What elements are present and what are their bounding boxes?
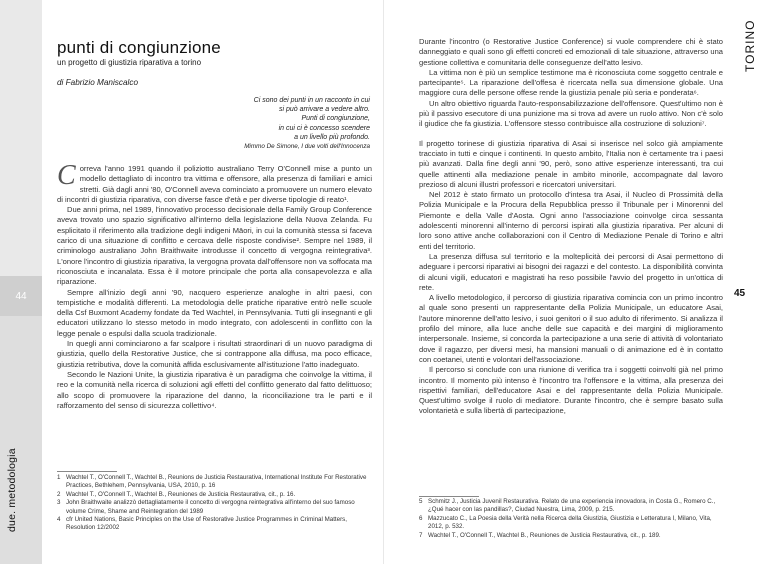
epigraph-line: si può arrivare a vedere altro. (278, 106, 370, 114)
footnote (57, 491, 372, 499)
footnote (57, 474, 372, 491)
footnote (419, 498, 723, 515)
footnote-text: Wachtel T., O'Connell T., Wachtel B., Reuniones de Justicia Restaurativa, cit., p. 189. (428, 531, 661, 539)
body-paragraph: Sempre all'inizio degli anni '90, nacquero esperienze analoghe in altri paesi, con tempistiche e modalità differenti. La metodologia delle pratiche riparative entrò nelle scuole della Csf Buxmont Academy fondate da Ted Wachtel, in Pennsylvania. Tutti gli insegnanti e gli educatori utilizzano lo stesso metodo in modo integrato, con adolescenti in conflitto con la legge penale o espulsi dalla scuola tradizionale. (57, 287, 372, 338)
side-tab-top (0, 0, 42, 296)
footnote-text: Schmitz J., Justicia Juvenil Restaurativa. Relato de una experiencia innovadora, in Costa G., Romero C., ¿Qué hacer con las pandillas?, Ciudad Nuestra, Lima, 2009, p. 215. (428, 498, 716, 514)
body-column-left (57, 160, 372, 411)
page-number-left: 44 (0, 276, 42, 316)
footnote-text: John Braithwaite analizzò dettagliatamente il concetto di vergogna reintegrativa all'interno del suo famoso volume Crime, Shame and Reintegration del 1989 (66, 499, 355, 515)
footnote (57, 516, 372, 533)
article-title: punti di congiunzione (57, 38, 221, 57)
footnote-text: Wachtel T., O'Connell T., Wachtel B., Reunions de Justicia Restaurativa, International Institute For Restorative Practices, Bethlehem, Pennsylvania, USA, 2010, p. 16 (66, 474, 367, 490)
body-paragraph (57, 160, 372, 205)
footnote-divider (419, 496, 479, 497)
article-subtitle: un progetto di giustizia riparativa a torino (57, 58, 202, 67)
side-label-torino: TORINO (743, 19, 757, 72)
epigraph-line: a un livello più profondo. (294, 133, 370, 141)
section-label: due. metodologia (6, 448, 18, 532)
footnote-number: 7 (419, 531, 423, 539)
page-number-right: 45 (734, 288, 746, 299)
footnote (419, 532, 723, 540)
body-column-right (419, 37, 723, 417)
footnote-number: 3 (57, 499, 61, 507)
body-paragraph: Nel 2012 è stato firmato un protocollo d'intesa tra Asai, il Nucleo di Prossimità della Polizia Municipale e la Procura della Repubblica presso il Tribunale per i Minorenni del Piemonte e della Valle d'Aosta. Ogni anno l'associazione coinvolge circa sessanta adolescenti minorenni all'interno di percorsi ispirati alla giustizia riparativa. Per alcuni di loro sono attive anche collaborazioni con il Centro di Mediazione Penale di Torino e altri enti del territorio. (419, 190, 723, 251)
footnotes-right (419, 498, 723, 540)
body-paragraph: Durante l'incontro (o Restorative Justice Conference) si vuole comprendere chi è stato danneggiato e quali sono gli effetti concreti ed emozionali di tale situazione, attraverso una gestione collettiva e comunitaria delle conseguenze dell'atto lesivo. (419, 37, 723, 67)
footnote (419, 515, 723, 532)
body-paragraph: A livello metodologico, il percorso di giustizia riparativa comincia con un primo incontro al quale sono presenti un rappresentante della Polizia Municipale, un educatore Asai, l'autore minorenne dell'atto lesivo, i suoi genitori o il suo adulto di riferimento. Si analizza il profilo del minore, alla luce anche delle sue capacità e dei margini di miglioramento interpersonale. Insieme, si concorda la partecipazione a una serie di attività di volontariato dove il ragazzo, per diversi mesi, ha mansioni manuali o di animazione ed è in contatto con coetanei, utenti e volontari dell'associazione. (419, 293, 723, 364)
body-paragraph: Due anni prima, nel 1989, l'innovativo processo decisionale della Family Group Conference aveva trovato uno spazio significativo all'interno della legislazione della Nuova Zelanda. Fu esplicitato il riferimento alla tradizione degli indigeni Māori, in cui la comunità stessa si faceva carico di una situazione di conflitto e cercava delle risposte condivise². Sempre nel 1989, il criminologo australiano John Braithwaite introdusse il concetto di vergogna reintegrativa³. L'onore l'incontro di giustizia riparativa, la vergogna provata dall'offensore non va soffocata ma riconosciuta e incanalata. Essa è il motore principale che porta alla consapevolezza e alla riparazione. (57, 205, 372, 287)
footnote-text: Mazzucato C., La Poesia della Verità nella Ricerca della Giustizia, Giustizia e Letteratura I, Milano, Vita, 2012, p. 532. (428, 514, 712, 531)
footnote-number: 2 (57, 490, 61, 498)
footnote-text: cfr United Nations, Basic Principles on the Use of Restorative Justice Programmes in Criminal Matters, Resolution 12/2002 (66, 516, 347, 532)
paragraph-text: orreva l'anno 1991 quando il poliziotto australiano Terry O'Connell mise a punto un modello dettagliato di incontro tra vittima e offensore, alla presenza di familiari e amici stretti. Già dagli anni '80, O'Connell aveva cominciato a promuovere un numero elevato di incontri di giustizia riparativa, con diverse fasce d'età e per diverse tipologie di reato¹. (57, 164, 372, 204)
footnote-number: 4 (57, 516, 61, 524)
epigraph-source: Mimmo De Simone, I due volti dell'Innocenza (244, 143, 370, 151)
epigraph-line: Ci sono dei punti in un racconto in cui (253, 97, 370, 104)
epigraph (170, 96, 370, 151)
epigraph-line: in cui ci è concesso scendere (278, 124, 370, 132)
footnote-divider (57, 471, 117, 472)
body-paragraph: Un altro obiettivo riguarda l'auto-responsabilizzazione dell'offensore. Quest'ultimo non è più il passivo esecutore di una punizione ma si trova ad avere un ruolo attivo. Non c'è solo il giudice che fa giustizia. L'offensore stesso contribuisce alla costruzione di soluzioni⁷. (419, 98, 723, 129)
body-paragraph: La presenza diffusa sul territorio e la molteplicità dei percorsi di Asai permettono di adeguare i percorsi riparativi ai bisogni dei ragazzi e del contesto. La disponibilità convinta di alcuni vigili, educatori e magistrati ha reso possibile l'avvio del progetto in un'ottica di rete. (419, 251, 723, 292)
footnote-number: 6 (419, 514, 423, 522)
article-author: di Fabrizio Maniscalco (57, 78, 138, 87)
body-paragraph: Il percorso si conclude con una riunione di verifica tra i soggetti coinvolti già nel primo incontro. Il momento più intenso è l'incontro tra l'offensore e la vittima, alla presenza dei rispettivi familiari, dell'educatore Asai e del rappresentante della Polizia Municipale. Quest'ultimo svolge il ruolo di mediatore. Durante l'incontro, che è sempre basato sulla volontarietà e sulla libertà di partecipazione, (419, 365, 723, 416)
body-paragraph: Secondo le Nazioni Unite, la giustizia riparativa è un paradigma che coinvolge la vittima, il reo e la comunità nella ricerca di soluzioni agli effetti del conflitto generato dal fatto delittuoso; allo scopo di promuovere la riparazione del danno, la riconciliazione tra le parti e il rafforzamento del senso di sicurezza collettivo⁴. (57, 369, 372, 410)
body-paragraph: Il progetto torinese di giustizia riparativa di Asai si inserisce nel solco già ampiamente tracciato in tutti e cinque i continenti. In questo ambito, l'Italia non è certamente tra i paesi più avanzati. Dalla fine degli anni '90, però, sono attive esperienze interessanti, tra cui quelle attinenti alla mediazione penale in ambito minorile, accompagnate dal lavoro prezioso di alcuni illustri professori e ricercatori universitari. (419, 138, 723, 189)
footnote-number: 1 (57, 474, 61, 481)
footnote-text: Wachtel T., O'Connell T., Wachtel B., Reuniones de Justicia Restaurativa, cit., p. 16. (66, 490, 296, 498)
paragraph-gap (419, 130, 723, 139)
drop-cap: C (57, 160, 76, 191)
footnote-number: 5 (419, 498, 423, 505)
epigraph-line: Punti di congiunzione, (301, 115, 370, 123)
body-paragraph: In quegli anni cominciarono a far scalpore i risultati straordinari di un nuovo paradigma di giustizia, quello della Restorative Justice, che si contrappone alla diffusa, ma poco efficace, giustizia retributiva, dove la comunità affida esclusivamente all'istituzione l'atto inadeguato. (57, 339, 372, 369)
footnotes-left (57, 474, 372, 533)
body-paragraph: La vittima non è più un semplice testimone ma è riconosciuta come soggetto centrale e partecipante⁵. La riparazione dell'offesa è ricercata nella sua dimensione globale. Una maggiore cura delle persone offese rende la giustizia penale più seria e ponderata⁶. (419, 67, 723, 98)
footnote (57, 499, 372, 516)
